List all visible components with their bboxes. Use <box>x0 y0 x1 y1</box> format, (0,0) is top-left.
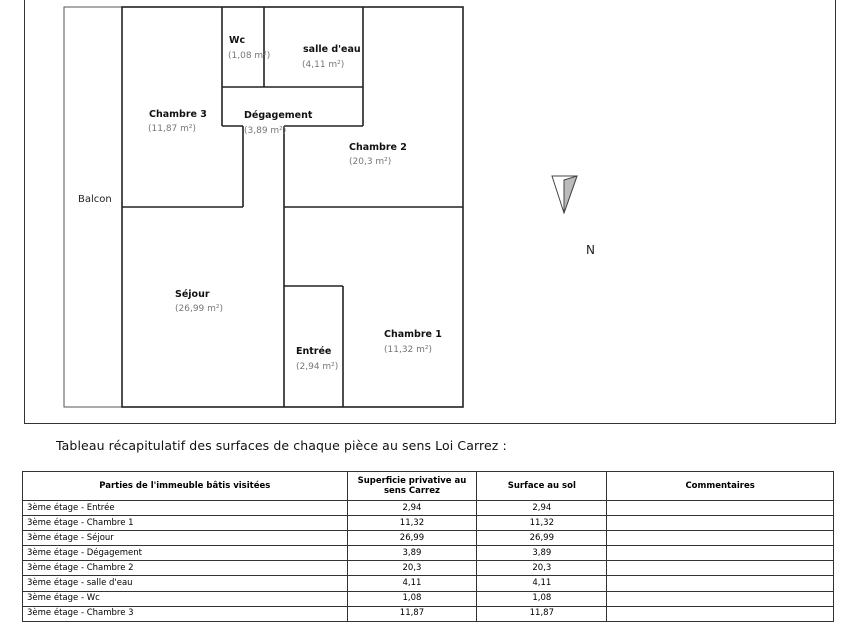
cell-sol: 3,89 <box>477 546 607 561</box>
cell-comment <box>607 561 834 576</box>
cell-part: 3ème étage - Wc <box>23 591 348 606</box>
room-name-chambre-2: Chambre 2 <box>349 142 407 153</box>
room-name-sejour: Séjour <box>175 289 210 300</box>
cell-carrez: 20,3 <box>347 561 477 576</box>
room-area-sejour: (26,99 m²) <box>175 304 224 314</box>
header-surface-sol: Surface au sol <box>477 472 607 501</box>
cell-sol: 11,87 <box>477 606 607 621</box>
cell-sol: 20,3 <box>477 561 607 576</box>
cell-sol: 1,08 <box>477 591 607 606</box>
room-area-chambre-1: (11,32 m²) <box>384 345 433 355</box>
room-area-chambre-2: (20,3 m²) <box>349 157 392 167</box>
cell-part: 3ème étage - Séjour <box>23 531 348 546</box>
room-area-chambre-3: (11,87 m²) <box>148 124 197 134</box>
cell-part: 3ème étage - Chambre 3 <box>23 606 348 621</box>
cell-comment <box>607 546 834 561</box>
cell-comment <box>607 501 834 516</box>
cell-carrez: 11,32 <box>347 516 477 531</box>
table-row <box>23 516 834 531</box>
balcony-outline <box>64 7 122 407</box>
cell-part: 3ème étage - Entrée <box>23 501 348 516</box>
cell-carrez: 2,94 <box>347 501 477 516</box>
room-name-entree: Entrée <box>296 346 332 357</box>
cell-comment <box>607 576 834 591</box>
cell-carrez: 1,08 <box>347 591 477 606</box>
room-area-entree: (2,94 m²) <box>296 362 339 372</box>
header-superficie-carrez: Superficie privative au sens Carrez <box>347 472 477 501</box>
balcony-label: Balcon <box>78 194 112 205</box>
cell-sol: 2,94 <box>477 501 607 516</box>
room-name-degagement: Dégagement <box>244 110 313 121</box>
cell-sol: 11,32 <box>477 516 607 531</box>
cell-carrez: 11,87 <box>347 606 477 621</box>
room-name-wc: Wc <box>229 35 246 46</box>
cell-sol: 26,99 <box>477 531 607 546</box>
room-area-salle-deau: (4,11 m²) <box>302 60 345 70</box>
cell-part: 3ème étage - Dégagement <box>23 546 348 561</box>
room-name-chambre-3: Chambre 3 <box>149 109 207 120</box>
room-area-degagement: (3,89 m²) <box>244 126 287 136</box>
table-row <box>23 561 834 576</box>
table-row <box>23 576 834 591</box>
header-parties: Parties de l'immeuble bâtis visitées <box>23 472 348 501</box>
table-row <box>23 591 834 606</box>
room-name-salle-deau: salle d'eau <box>303 44 361 55</box>
table-row <box>23 501 834 516</box>
header-commentaires: Commentaires <box>607 472 834 501</box>
cell-comment <box>607 516 834 531</box>
table-caption: Tableau récapitulatif des surfaces de chaque pièce au sens Loi Carrez : <box>56 438 507 453</box>
cell-comment <box>607 606 834 621</box>
cell-part: 3ème étage - salle d'eau <box>23 576 348 591</box>
north-label: N <box>586 243 595 257</box>
north-arrow-icon <box>552 176 577 213</box>
cell-comment <box>607 591 834 606</box>
table-row <box>23 531 834 546</box>
cell-carrez: 26,99 <box>347 531 477 546</box>
cell-sol: 4,11 <box>477 576 607 591</box>
cell-part: 3ème étage - Chambre 1 <box>23 516 348 531</box>
surface-summary-table <box>22 471 834 622</box>
table-row <box>23 546 834 561</box>
cell-part: 3ème étage - Chambre 2 <box>23 561 348 576</box>
cell-carrez: 3,89 <box>347 546 477 561</box>
cell-comment <box>607 531 834 546</box>
room-name-chambre-1: Chambre 1 <box>384 329 442 340</box>
cell-carrez: 4,11 <box>347 576 477 591</box>
room-area-wc: (1,08 m²) <box>228 51 271 61</box>
table-row <box>23 606 834 621</box>
table-header-row <box>23 472 834 501</box>
